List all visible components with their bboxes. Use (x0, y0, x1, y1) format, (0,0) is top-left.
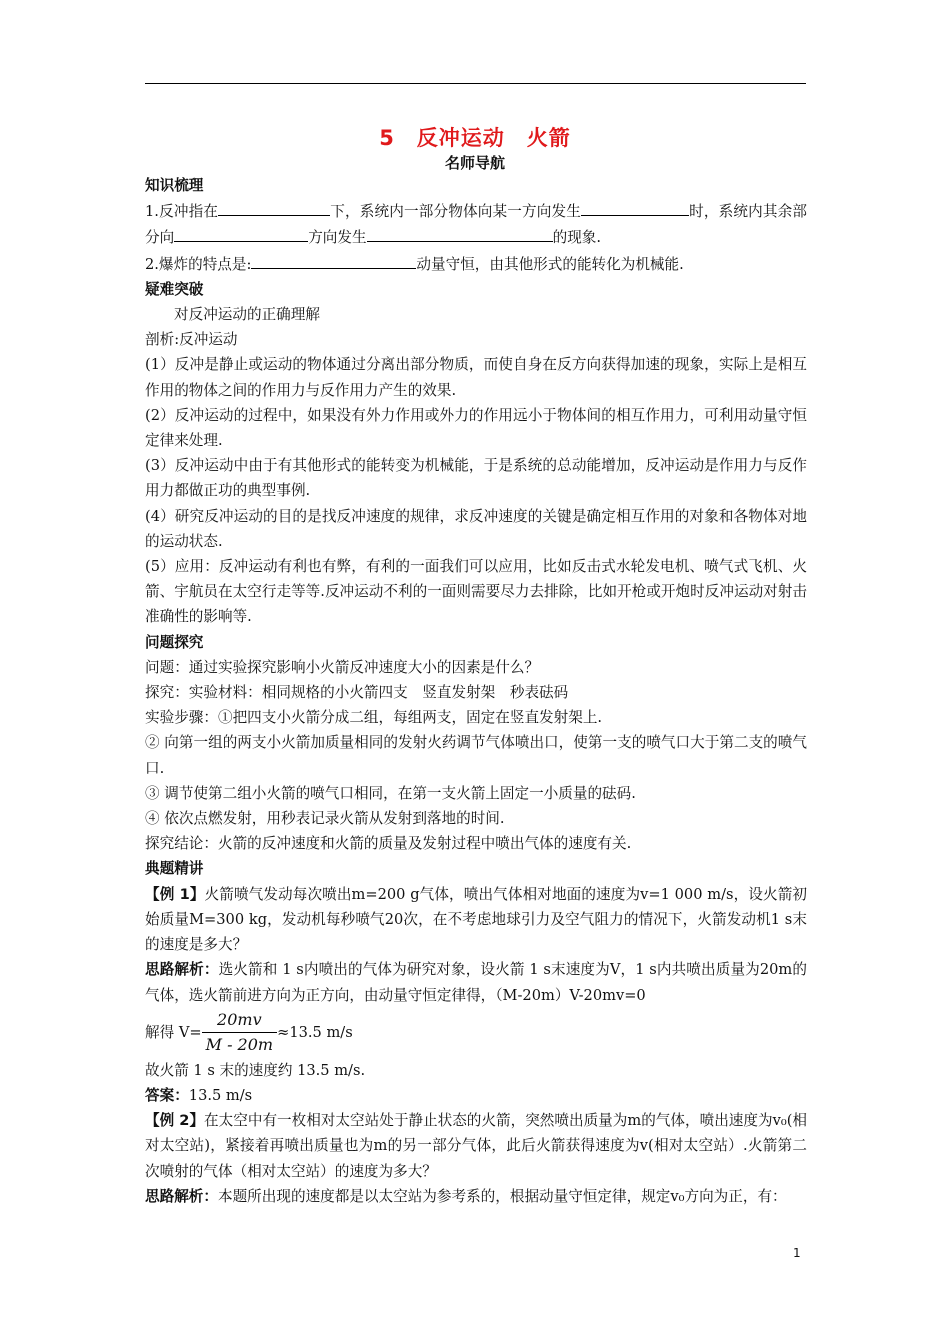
solution-label: 思路解析： (145, 1187, 218, 1205)
page-number: 1 (793, 1246, 801, 1260)
section-heading-knowledge: 知识梳理 (145, 177, 204, 194)
example-1 (145, 882, 807, 958)
example-text: 火箭喷气发动每次喷出m=200 g气体，喷出气体相对地面的速度为v=1 000 m/s，设火箭初始质量M=300 kg，发动机每秒喷气20次，在不考虑地球引力及空气阻力的情况下，火箭发动机1 s末的速度是多大？ (145, 885, 807, 954)
difficulty-point: (4）研究反冲运动的目的是找反冲速度的规律，求反冲速度的关键是确定相互作用的对象和各物体对地的运动状态. (145, 507, 807, 550)
section-heading-examples: 典题精讲 (145, 860, 204, 878)
fill-blank[interactable] (581, 198, 689, 216)
inquiry-line: ② 向第一组的两支小火箭加质量相同的发射火药调节气体喷出口，使第一支的喷气口大于第二支的喷气口. (145, 734, 807, 777)
example-1-solution (145, 957, 807, 1007)
document-body (145, 173, 807, 1209)
page-title: 5 反冲运动 火箭 (379, 126, 571, 150)
example-label: 【例 2】 (145, 1112, 205, 1130)
fill-blank[interactable] (367, 224, 553, 242)
difficulty-point: (2）反冲运动的过程中，如果没有外力作用或外力的作用远小于物体间的相互作用力，可利用动量守恒定律来处理. (145, 406, 807, 450)
solution-text: 本题所出现的速度都是以太空站为参考系的，根据动量守恒定律，规定v₀方向为正，有： (217, 1187, 787, 1205)
difficulty-analysis: 剖析:反冲运动 (145, 331, 238, 349)
solution-text: 选火箭和 1 s内喷出的气体为研究对象，设火箭 1 s末速度为V，1 s内共喷出质量为20m的气体，选火箭前进方向为正方向，由动量守恒定律得，（M-20m）V-20mv=0 (145, 961, 807, 1004)
text-run: 方向发生 (308, 229, 367, 247)
fill-blank[interactable] (174, 224, 308, 242)
text-run: 动量守恒，由其他形式的能转化为机械能. (416, 255, 684, 273)
fill-blank[interactable] (251, 251, 416, 269)
text-run: 的现象. (552, 229, 602, 247)
difficulty-topic: 对反冲运动的正确理解 (174, 306, 320, 324)
example-2-solution (145, 1184, 807, 1209)
formula-prefix: 解得 V= (145, 1023, 202, 1041)
text-run: 时，系统内其余部分向 (145, 203, 807, 247)
example-text: 在太空中有一枚相对太空站处于静止状态的火箭，突然喷出质量为m的气体，喷出速度为v₀(相对太空站)，紧接着再喷出质量也为m的另一部分气体，此后火箭获得速度为v(相对太空站）.火箭第二次喷射的气体（相对太空站）的速度为多大？ (145, 1112, 807, 1180)
header-rule (145, 83, 806, 84)
example-1-answer (145, 1083, 807, 1108)
difficulty-point: (3）反冲运动中由于有其他形式的能转变为机械能，于是系统的总动能增加，反冲运动是作用力与反作用力都做正功的典型事例. (145, 457, 807, 500)
inquiry-line: 实验步骤：①把四支小火箭分成二组，每组两支，固定在竖直发射架上. (145, 709, 603, 727)
text-run: 1.反冲指在 (145, 203, 219, 221)
example-1-formula (145, 1008, 807, 1058)
section-heading-inquiry: 问题探究 (145, 633, 204, 651)
inquiry-line: 探究结论：火箭的反冲速度和火箭的质量及发射过程中喷出气体的速度有关. (145, 835, 632, 853)
page-subtitle: 名师导航 (444, 154, 505, 172)
fraction-denominator: M - 20m (205, 1035, 274, 1055)
knowledge-item-2 (145, 251, 807, 277)
answer-text: 13.5 m/s (188, 1086, 253, 1104)
text-run: 2.爆炸的特点是: (145, 255, 252, 273)
formula-suffix: ≈13.5 m/s (277, 1023, 353, 1041)
inquiry-line: 问题：通过实验探究影响小火箭反冲速度大小的因素是什么？ (145, 658, 540, 676)
fill-blank[interactable] (218, 198, 330, 216)
difficulty-point: (5）应用：反冲运动有利也有弊，有利的一面我们可以应用，比如反击式水轮发电机、喷气式飞机、火箭、宇航员在太空行走等等.反冲运动不利的一面则需要尽力去排除，比如开枪或开炮时反冲运动对射击准确性的影响等. (145, 558, 807, 626)
inquiry-line: 探究：实验材料：相同规格的小火箭四支 竖直发射架 秒表砝码 (145, 684, 569, 702)
answer-label: 答案： (145, 1086, 189, 1104)
section-heading-difficulty: 疑难突破 (145, 280, 204, 298)
difficulty-point: (1）反冲是静止或运动的物体通过分离出部分物质，而使自身在反方向获得加速的现象，实际上是相互作用的物体之间的作用力与反作用力产生的效果. (145, 356, 807, 399)
example-1-conclusion: 故火箭 1 s 末的速度约 13.5 m/s. (145, 1061, 366, 1079)
fraction-numerator: 20mv (202, 1010, 278, 1033)
text-run: 下，系统内一部分物体向某一方向发生 (330, 203, 581, 221)
inquiry-line: ④ 依次点燃发射，用秒表记录火箭从发射到落地的时间. (145, 810, 505, 828)
inquiry-line: ③ 调节使第二组小火箭的喷气口相同，在第一支火箭上固定一小质量的砝码. (145, 784, 636, 802)
solution-label: 思路解析： (145, 961, 219, 979)
example-label: 【例 1】 (145, 885, 205, 903)
example-2 (145, 1108, 807, 1184)
fraction (202, 1010, 278, 1055)
knowledge-item-1 (145, 198, 807, 250)
